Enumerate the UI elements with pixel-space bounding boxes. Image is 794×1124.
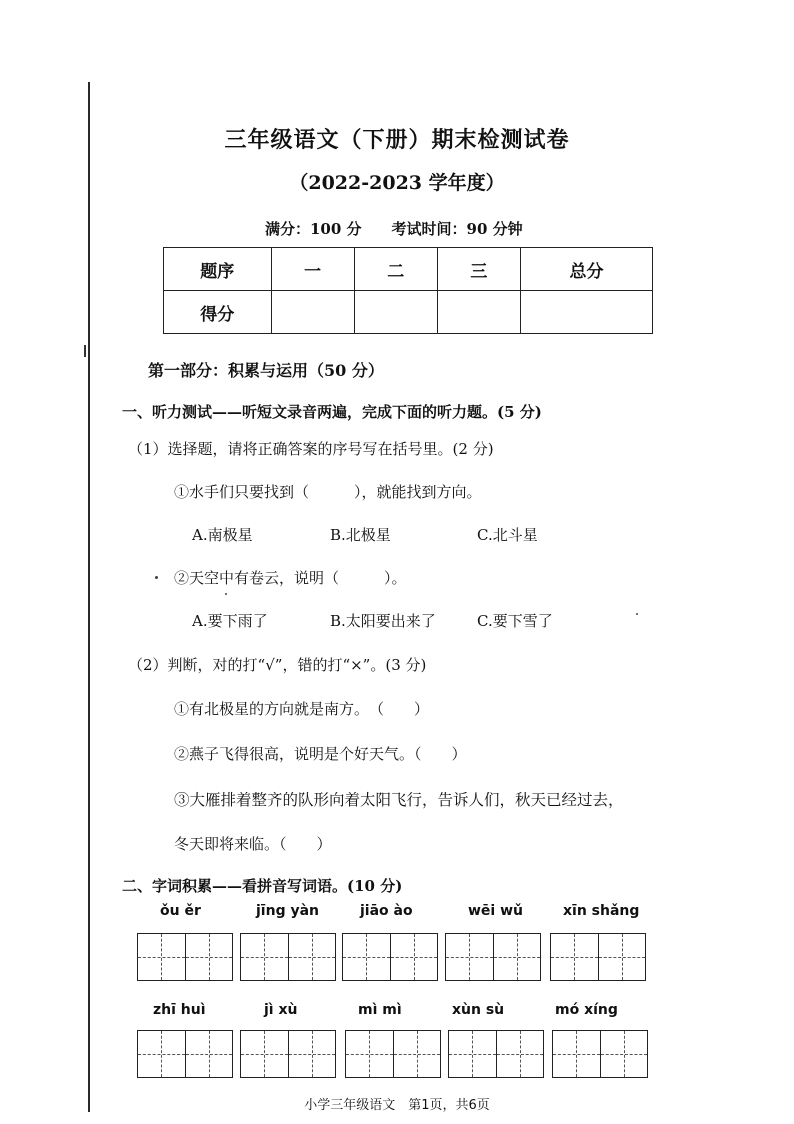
writing-grid[interactable] (240, 933, 336, 981)
q1-sub1: （1）选择题，请将正确答案的序号写在括号里。(2 分) (128, 440, 494, 458)
score-input-cell[interactable] (354, 291, 437, 334)
score-table (163, 247, 653, 334)
judge-item-1: ①有北极星的方向就是南方。 （ ） (174, 700, 430, 718)
scan-speck (225, 593, 227, 595)
judge-item-3-cont: 冬天即将来临。（ ） (174, 835, 332, 853)
exam-title: 三年级语文（下册）期末检测试卷 (224, 127, 570, 153)
judge-item-2: ②燕子飞得很高，说明是个好天气。（ ） (174, 745, 467, 763)
full-score: 满分：100 分 (265, 220, 362, 238)
score-cell: 得分 (164, 291, 272, 334)
score-table-header-row (164, 248, 653, 291)
exam-meta (265, 218, 523, 239)
pinyin-label: xùn sù (452, 1002, 505, 1018)
score-cell: 题序 (164, 248, 272, 291)
writing-grid[interactable] (137, 1030, 233, 1078)
judge-item-3: ③大雁排着整齐的队形向着太阳飞行，告诉人们，秋天已经过去， (174, 791, 624, 809)
scan-speck (636, 613, 638, 615)
pinyin-label: jiāo ào (360, 903, 413, 919)
score-cell: 总分 (520, 248, 652, 291)
option-c: C.要下雪了 (477, 612, 553, 630)
writing-grid[interactable] (342, 933, 438, 981)
score-input-cell[interactable] (520, 291, 652, 334)
pinyin-label: jì xù (264, 1002, 298, 1018)
pinyin-label: zhī huì (153, 1002, 206, 1018)
score-table-score-row (164, 291, 653, 334)
option-b: B.北极星 (330, 526, 391, 544)
option-c: C.北斗星 (477, 526, 538, 544)
q1-heading: 一、听力测试——听短文录音两遍，完成下面的听力题。(5 分) (122, 403, 542, 421)
q2-heading: 二、字词积累——看拼音写词语。(10 分) (122, 877, 403, 895)
writing-grid[interactable] (448, 1030, 544, 1078)
q1-item1: ①水手们只要找到（ ），就能找到方向。 (174, 483, 482, 501)
option-a: A.南极星 (192, 526, 253, 544)
exam-subtitle: （2022-2023 学年度） (289, 172, 505, 194)
score-input-cell[interactable] (271, 291, 354, 334)
pinyin-label: wēi wǔ (468, 903, 524, 919)
q1-item2: ②天空中有卷云，说明（ ）。 (174, 569, 407, 587)
option-a: A.要下雨了 (192, 612, 268, 630)
pinyin-label: mì mì (358, 1002, 402, 1018)
pinyin-label: xīn shǎng (563, 903, 640, 919)
exam-time: 考试时间：90 分钟 (391, 220, 523, 238)
writing-grid[interactable] (137, 933, 233, 981)
pinyin-label: mó xíng (555, 1002, 618, 1018)
option-b: B.太阳要出来了 (330, 612, 436, 630)
scan-speck (155, 576, 158, 579)
pinyin-label: ǒu ěr (160, 903, 201, 919)
part1-heading: 第一部分：积累与运用（50 分） (148, 361, 384, 380)
writing-grid[interactable] (240, 1030, 336, 1078)
margin-mark (84, 345, 86, 357)
writing-grid[interactable] (552, 1030, 648, 1078)
binding-margin-line (88, 82, 90, 1112)
pinyin-label: jīng yàn (256, 903, 319, 919)
writing-grid[interactable] (345, 1030, 441, 1078)
writing-grid[interactable] (550, 933, 646, 981)
score-cell: 二 (354, 248, 437, 291)
page-footer: 小学三年级语文 第1页，共6页 (304, 1098, 490, 1113)
q1-sub2: （2）判断，对的打“√”，错的打“×”。(3 分) (128, 656, 427, 674)
score-input-cell[interactable] (437, 291, 520, 334)
writing-grid[interactable] (445, 933, 541, 981)
score-cell: 三 (437, 248, 520, 291)
score-cell: 一 (271, 248, 354, 291)
